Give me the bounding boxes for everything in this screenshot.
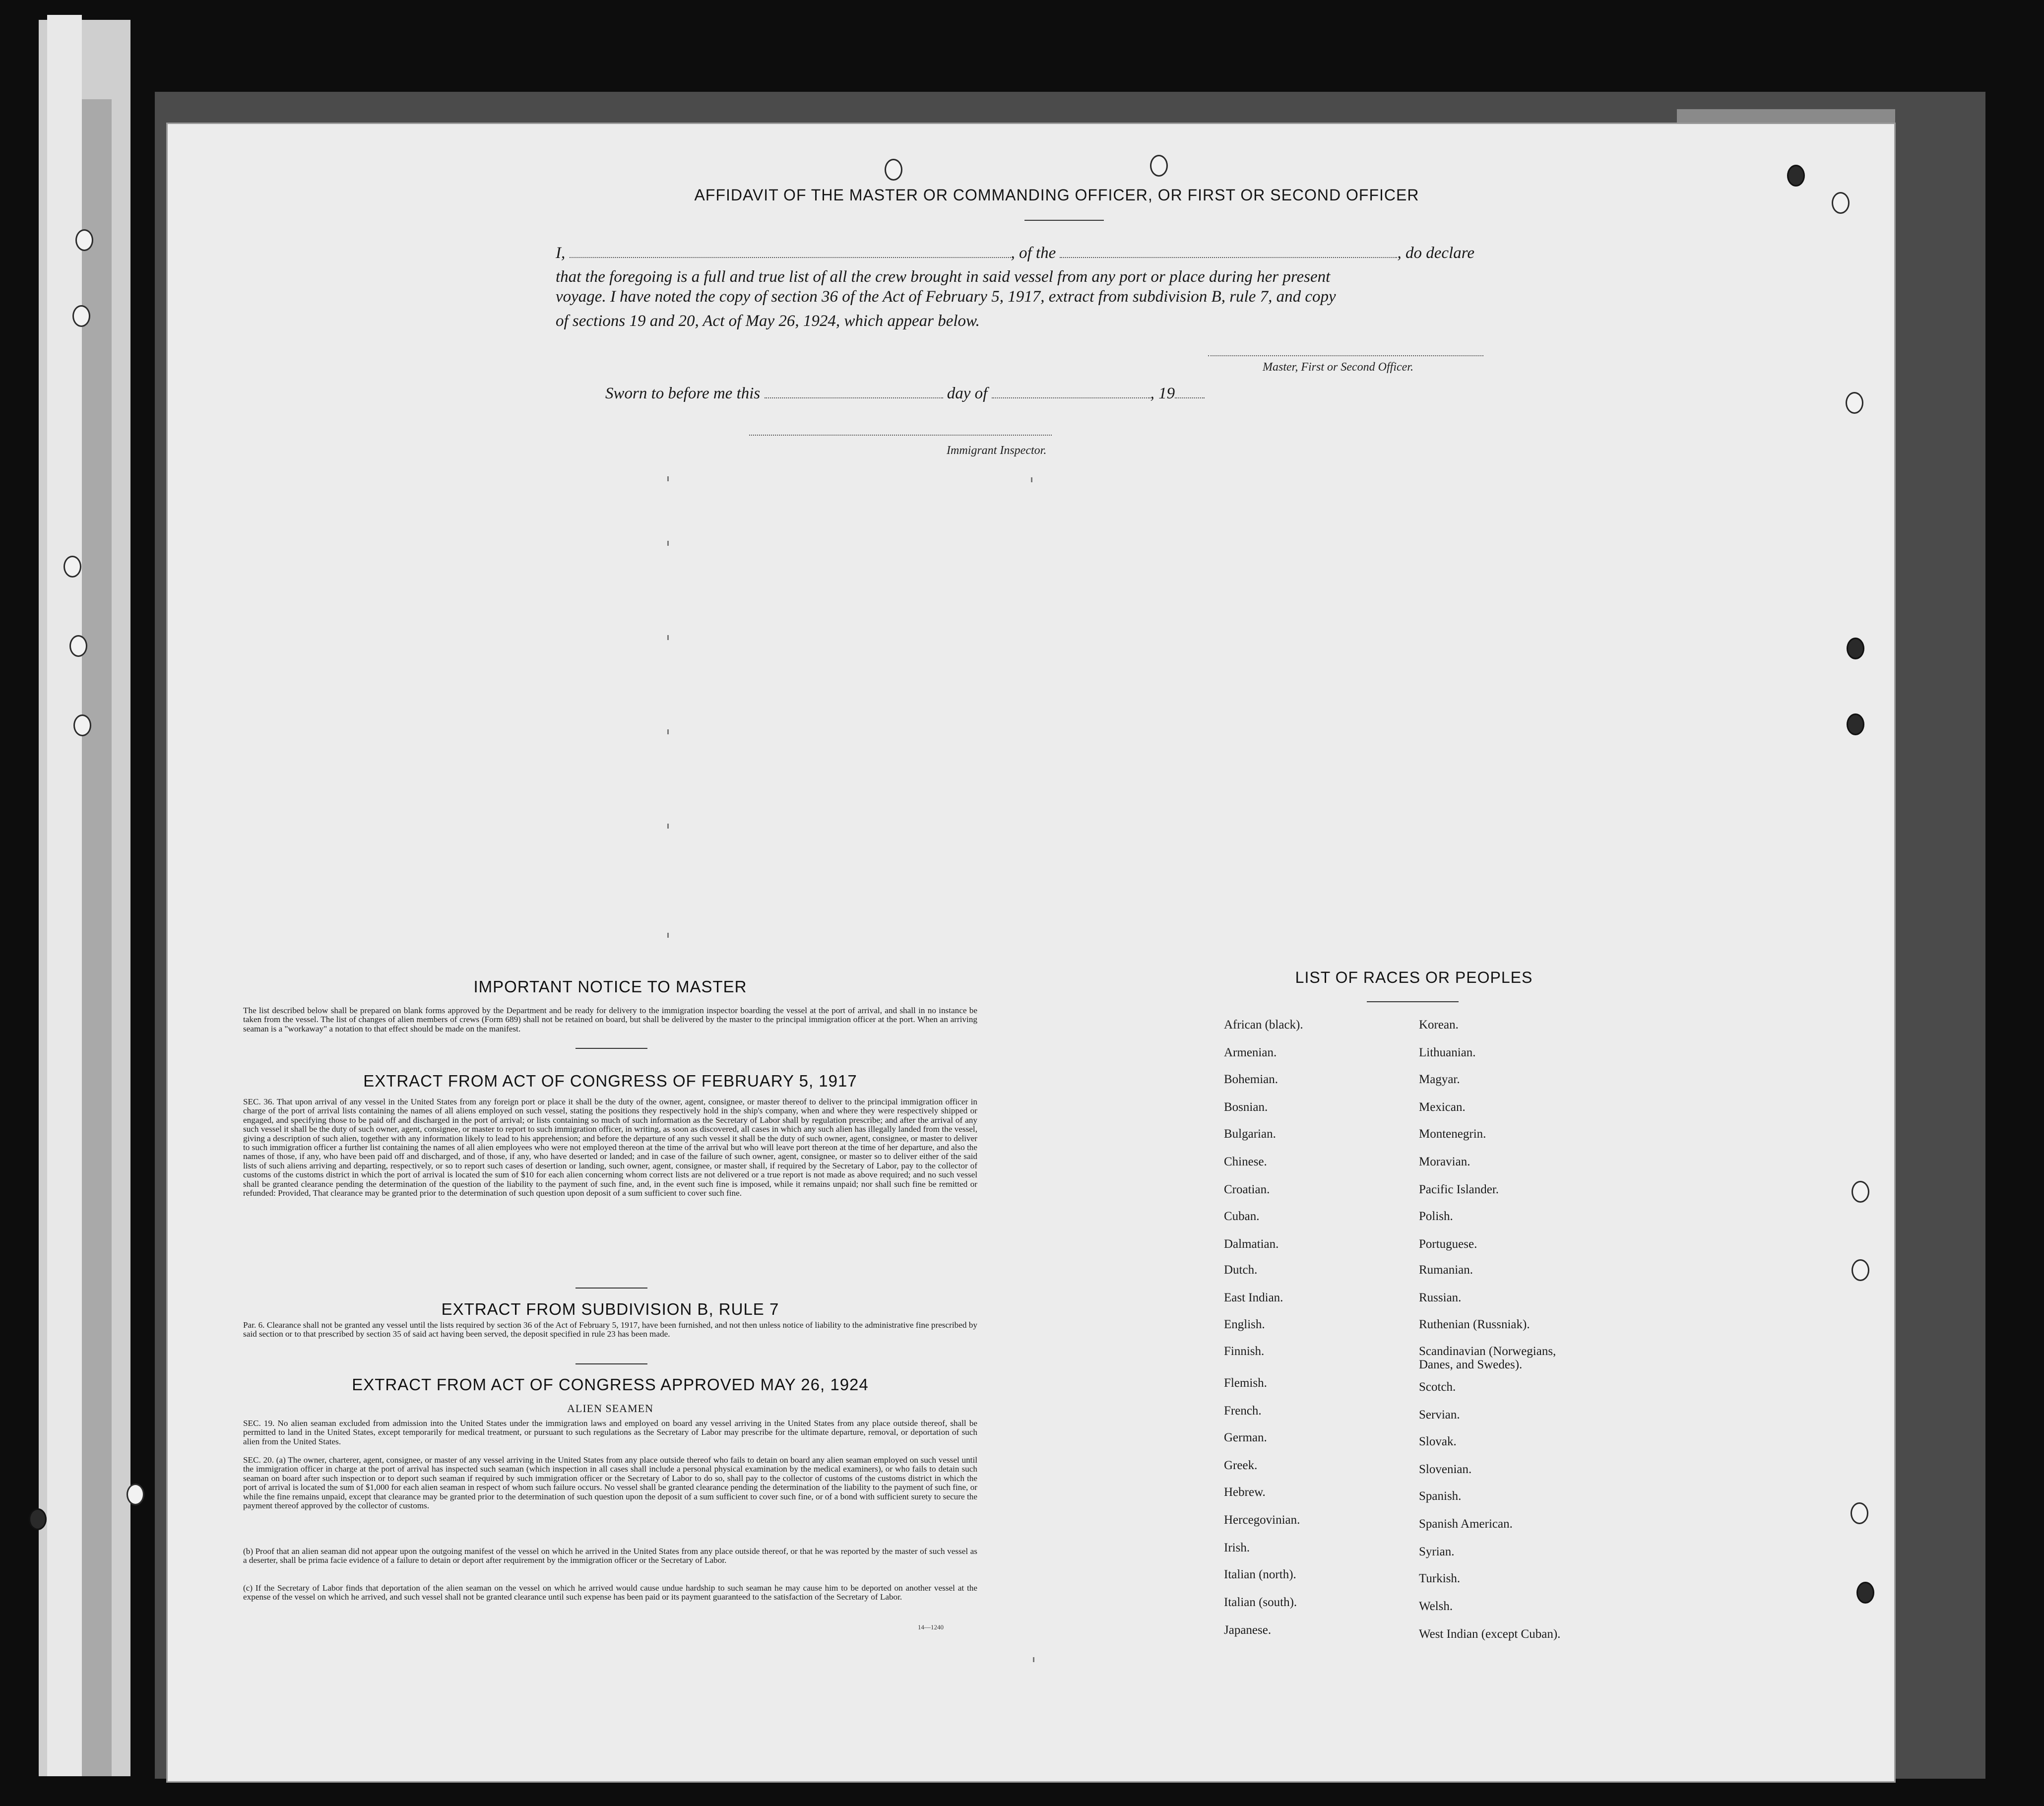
- race-item: Rumanian.: [1419, 1263, 1473, 1277]
- race-item: Armenian.: [1224, 1046, 1277, 1059]
- race-item: Montenegrin.: [1419, 1127, 1486, 1141]
- binder-hole-icon: [127, 1484, 144, 1505]
- section-20a-text: SEC. 20. (a) The owner, charterer, agent, consignee, or master of any vessel arriving in the United States from any place outside thereof who fails to detain on board any alien seaman employed on such vessel until the immigration officer in charge at the port of arrival has inspected such seaman (which inspection in all cases shall include a personal physical examination by the medical examiners), or who fails to detain such seaman on board after such inspection or to deport such seaman if required by such immigration officer or the Secretary of Labor to do so, shall pay to the collector of customs of the customs district in which the port of arrival is located the sum of $1,000 for each alien seaman in respect of whom such failure occurs. No vessel shall be granted clearance pending the determination of the liability to the payment of such fine, or while the fine remains unpaid, except that clearance may be granted prior to the determination of such question upon the deposit of a sum sufficient to cover such fine, or of a bond with sufficient surety to secure the payment thereof approved by the collector of customs.: [243, 1455, 977, 1511]
- adjacent-page-strip-shadow: [82, 99, 112, 1776]
- punch-hole-icon: [1846, 392, 1863, 414]
- race-item: Scotch.: [1419, 1380, 1456, 1394]
- notice-divider: [575, 1048, 647, 1049]
- race-item: Slovenian.: [1419, 1463, 1472, 1476]
- punch-hole-icon: [885, 159, 902, 181]
- extract-1917-divider: [575, 1288, 647, 1289]
- inspector-signature-caption: Immigrant Inspector.: [947, 444, 1047, 457]
- declaration-do-declare: , do declare: [1397, 244, 1474, 262]
- affidavit-title: AFFIDAVIT OF THE MASTER OR COMMANDING OFFICER, OR FIRST OR SECOND OFFICER: [694, 186, 1419, 204]
- races-title-divider: [1367, 1001, 1459, 1002]
- race-item: Scandinavian (Norwegians, Danes, and Swedes).: [1419, 1345, 1556, 1371]
- fold-mark: [667, 933, 669, 938]
- race-item: Dalmatian.: [1224, 1237, 1279, 1251]
- fold-mark: [667, 635, 669, 640]
- race-item: Greek.: [1224, 1459, 1258, 1472]
- race-item: Chinese.: [1224, 1155, 1267, 1168]
- race-item: Korean.: [1419, 1018, 1459, 1032]
- punch-hole-icon: [1852, 1181, 1869, 1203]
- binder-hole-icon: [75, 229, 93, 251]
- extract-1917-heading: EXTRACT FROM ACT OF CONGRESS OF FEBRUARY 5, 1917: [363, 1072, 857, 1090]
- sworn-line: [605, 384, 1205, 403]
- extract-1917-text: SEC. 36. That upon arrival of any vessel in the United States from any foreign port or place it shall be the duty of the owner, agent, consignee, or master thereof to deliver to the principal immigration officer in charge of the port of arrival lists containing the names of all aliens employed on such vessel, stating the positions they respectively hold in the ship's company, when and where they were respectively shipped or engaged, and specifying those to be paid off and discharged in the port of arrival; or lists containing so much of such information as the Secretary of Labor shall by regulation prescribe; and after the arrival of any such vessel it shall be the duty of such owner, agent, consignee, or master to report to such immigration officer, in writing, as soon as discovered, all cases in which any such alien has illegally landed from the vessel, giving a description of such alien, together with any information likely to lead to his apprehension; and before the departure of any such vessel it shall be the duty of such owner, agent, consignee, or master to deliver to such immigration officer a further list containing the names of all alien employees who were not employed thereon at the time of the arrival but who will leave port thereon at the time of her departure, and also the names of those, if any, who have been paid off and discharged, and of those, if any, who have deserted or landed; and in case of the failure of such owner, agent, consignee, or master so to deliver either of the said lists of such aliens arriving and departing, respectively, or so to report such cases of desertion or landing, such owner, agent, consignee, or master shall, if required by the Secretary of Labor, pay to the collector of customs of the customs district in which the port of arrival is located the sum of $10 for each alien concerning whom correct lists are not delivered or a true report is not made as above required; and no such vessel shall be granted clearance pending the determination of the question of the liability to the payment of such fine, and, in the event such fine is imposed, while it remains unpaid; nor shall such fine be remitted or refunded: Provided, That clearance may be granted prior to the determination of such question upon deposit of a sum sufficient to cover such fine.: [243, 1097, 977, 1198]
- race-item: Magyar.: [1419, 1073, 1460, 1086]
- punch-hole-icon: [1852, 1259, 1869, 1281]
- notice-heading: IMPORTANT NOTICE TO MASTER: [473, 977, 747, 996]
- sworn-year-prefix: , 19: [1150, 385, 1175, 402]
- race-item: Dutch.: [1224, 1263, 1258, 1277]
- race-item: Japanese.: [1224, 1623, 1272, 1637]
- race-item: English.: [1224, 1318, 1265, 1331]
- manifest-page: [168, 124, 1894, 1781]
- race-item: Moravian.: [1419, 1155, 1470, 1168]
- section-19-text: SEC. 19. No alien seaman excluded from admission into the United States under the immigration laws and employed on board any vessel arriving in the United States from any place outside thereof, shall be permitted to land in the United States, except temporarily for medical treatment, or pursuant to such regulations as the Secretary of Labor may prescribe for the ultimate departure, removal, or deportation of such alien from the United States.: [243, 1419, 977, 1446]
- race-item: Syrian.: [1419, 1545, 1455, 1558]
- race-item: Bosnian.: [1224, 1100, 1268, 1114]
- fold-mark: [667, 729, 669, 734]
- race-item: Italian (north).: [1224, 1568, 1296, 1581]
- race-item: Servian.: [1419, 1408, 1460, 1421]
- race-item: Bohemian.: [1224, 1073, 1278, 1086]
- sworn-month-field[interactable]: [992, 386, 1150, 398]
- race-item: Ruthenian (Russniak).: [1419, 1318, 1530, 1331]
- race-item: Bulgarian.: [1224, 1127, 1276, 1141]
- declaration-line-2: that the foregoing is a full and true list of all the crew brought in said vessel from any port or place during her present: [556, 268, 1331, 286]
- notice-text: The list described below shall be prepared on blank forms approved by the Department and be ready for delivery to the immigration inspector boarding the vessel at the port of arrival, and shall in no instance be taken from the vessel. The list of changes of alien members of crews (Form 689) shall not be retained on board, but shall be delivered by the master to the principal immigration officer at the port. When an arriving seaman is a "workaway" a notation to that effect should be made on the manifest.: [243, 1006, 977, 1033]
- declaration-line-3: voyage. I have noted the copy of section 36 of the Act of February 5, 1917, extract from subdivision B, rule 7, and copy: [556, 288, 1336, 306]
- declaration-line-4: of sections 19 and 20, Act of May 26, 1924, which appear below.: [556, 312, 980, 330]
- race-item: Slovak.: [1419, 1435, 1457, 1448]
- race-item: Croatian.: [1224, 1183, 1270, 1196]
- race-item: Lithuanian.: [1419, 1046, 1476, 1059]
- binder-hole-icon: [73, 714, 91, 736]
- inspector-signature-line[interactable]: [749, 435, 1052, 436]
- sworn-year-field[interactable]: [1175, 386, 1205, 398]
- form-number: 14—1240: [918, 1623, 944, 1631]
- punch-hole-icon: [1832, 192, 1850, 214]
- fold-mark: [667, 541, 669, 546]
- master-signature-caption: Master, First or Second Officer.: [1263, 361, 1413, 374]
- master-signature-line[interactable]: [1208, 355, 1483, 356]
- race-item: Pacific Islander.: [1419, 1183, 1499, 1196]
- punch-hole-icon: [1847, 638, 1864, 659]
- race-item: Spanish.: [1419, 1489, 1462, 1503]
- race-item: Spanish American.: [1419, 1517, 1513, 1531]
- race-item: Polish.: [1419, 1210, 1453, 1223]
- extract-rule7-heading: EXTRACT FROM SUBDIVISION B, RULE 7: [441, 1300, 779, 1318]
- race-item: Cuban.: [1224, 1210, 1260, 1223]
- section-20b-text: (b) Proof that an alien seaman did not appear upon the outgoing manifest of the vessel on which he arrived in the United States from any place outside thereof, or that he was reported by the master of such vessel as a deserter, shall be prima facie evidence of a failure to detain or deport after requirement by the immigration officer or the Secretary of Labor.: [243, 1547, 977, 1565]
- races-list-title: LIST OF RACES OR PEOPLES: [1295, 968, 1533, 986]
- punch-hole-icon: [1851, 1502, 1868, 1524]
- race-item: German.: [1224, 1431, 1267, 1444]
- alien-seamen-subheading: ALIEN SEAMEN: [567, 1402, 653, 1415]
- race-item: Irish.: [1224, 1541, 1250, 1554]
- extract-rule7-text: Par. 6. Clearance shall not be granted any vessel until the lists required by section 36 of the Act of February 5, 1917, have been furnished, and not then unless notice of liability to the administrative fine prescribed by said section or to that prescribed by section 35 of said act having been served, the deposit specified in rule 23 has been made.: [243, 1320, 977, 1339]
- binder-hole-icon: [29, 1508, 47, 1530]
- fold-mark: [1033, 1657, 1034, 1662]
- race-item: African (black).: [1224, 1018, 1303, 1032]
- race-item: Hercegovinian.: [1224, 1513, 1300, 1527]
- extract-1924-heading: EXTRACT FROM ACT OF CONGRESS APPROVED MAY 26, 1924: [352, 1375, 869, 1394]
- section-20c-text: (c) If the Secretary of Labor finds that deportation of the alien seaman on the vessel on which he arrived would cause undue hardship to such seaman he may cause him to be deported on another vessel at the expense of the vessel on which he arrived, and such vessel shall not be granted clearance until such expense has been paid or its payment guaranteed to the satisfaction of the Secretary of Labor.: [243, 1583, 977, 1602]
- binder-hole-icon: [69, 635, 87, 657]
- fold-mark: [667, 824, 669, 829]
- race-item: Flemish.: [1224, 1376, 1267, 1390]
- race-item: Hebrew.: [1224, 1485, 1266, 1499]
- punch-hole-icon: [1856, 1582, 1874, 1604]
- sworn-label: Sworn to before me this: [605, 385, 761, 402]
- sworn-day-field[interactable]: [765, 386, 943, 398]
- race-item: Mexican.: [1419, 1100, 1466, 1114]
- race-item: Russian.: [1419, 1291, 1462, 1304]
- fold-mark: [1031, 477, 1032, 482]
- binder-hole-icon: [64, 556, 81, 578]
- declaration-pronoun: I,: [556, 244, 566, 262]
- declaration-line-1: [556, 243, 1474, 263]
- punch-hole-icon: [1787, 165, 1805, 187]
- adjacent-page-strip-highlight: [47, 15, 82, 1776]
- extract-rule7-divider: [575, 1363, 647, 1364]
- race-item: French.: [1224, 1404, 1262, 1418]
- race-item: East Indian.: [1224, 1291, 1283, 1304]
- race-item: Welsh.: [1419, 1600, 1453, 1613]
- race-item: Italian (south).: [1224, 1596, 1297, 1609]
- master-name-field[interactable]: [570, 245, 1011, 258]
- punch-hole-icon: [1150, 155, 1168, 177]
- fold-mark: [667, 476, 669, 481]
- race-item: Finnish.: [1224, 1345, 1265, 1358]
- race-item: West Indian (except Cuban).: [1419, 1627, 1561, 1641]
- vessel-name-field[interactable]: [1060, 245, 1397, 258]
- race-item: Turkish.: [1419, 1572, 1461, 1585]
- title-divider: [1024, 220, 1104, 221]
- binder-hole-icon: [72, 305, 90, 327]
- sworn-day-of: day of: [947, 385, 988, 402]
- race-item: Portuguese.: [1419, 1237, 1477, 1251]
- punch-hole-icon: [1847, 713, 1864, 735]
- declaration-of-the: , of the: [1011, 244, 1056, 262]
